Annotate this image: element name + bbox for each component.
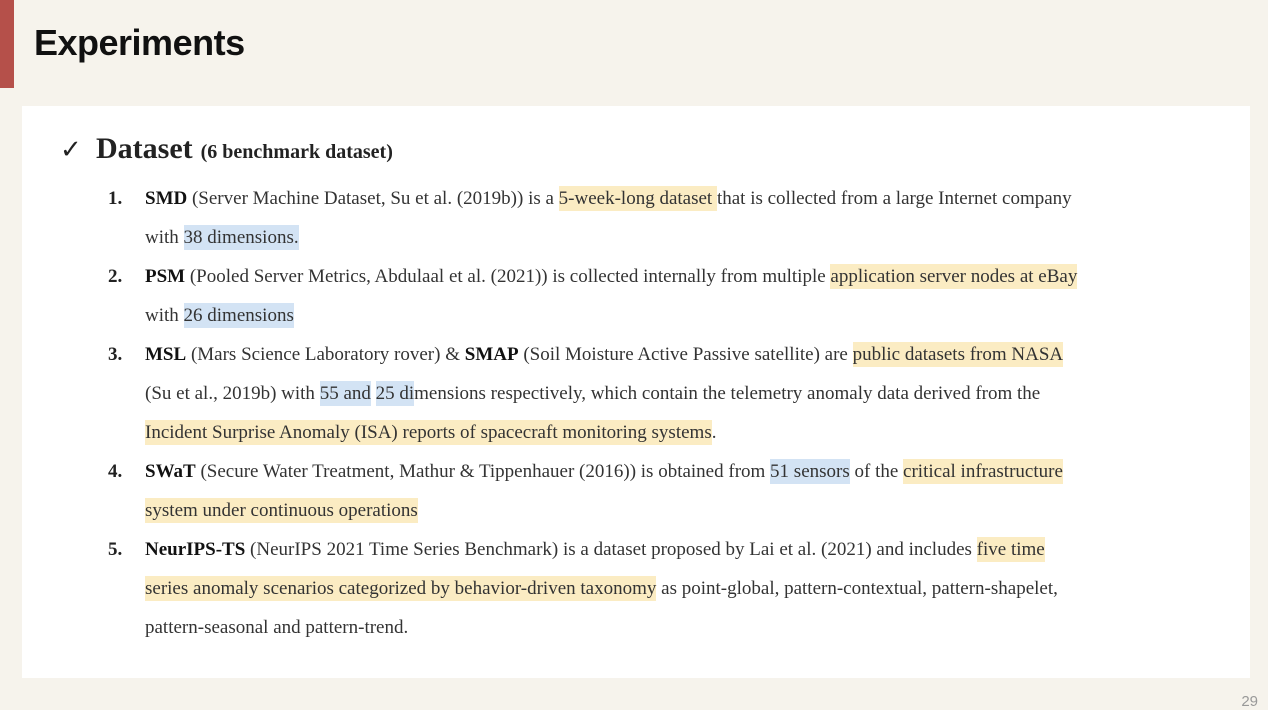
text-segment: of the [849, 461, 904, 482]
list-item-line [145, 382, 1040, 406]
text-segment: pattern-seasonal and pattern-trend. [145, 617, 409, 638]
list-item-line [145, 304, 294, 328]
dataset-name: PSM [145, 266, 186, 287]
text-segment [371, 383, 376, 404]
list-item-line [145, 460, 1063, 484]
section-heading [60, 132, 393, 166]
dataset-name: MSL [145, 344, 187, 365]
highlighted-text: 25 di [375, 383, 415, 404]
text-segment: with [145, 305, 184, 326]
list-item-line [145, 226, 299, 250]
text-segment: (Pooled Server Metrics, Abdulaal et al. (2021)) is collected internally from multiple [185, 266, 831, 287]
list-item-line [145, 421, 716, 445]
section-heading-subtitle: (6 benchmark dataset) [200, 141, 393, 163]
highlighted-text: series anomaly scenarios categorized by behavior-driven taxonomy [145, 578, 657, 599]
text-segment: (Mars Science Laboratory rover) & [186, 344, 465, 365]
text-segment: (Secure Water Treatment, Mathur & Tippenhauer (2016)) is obtained from [195, 461, 771, 482]
list-item-line [145, 187, 1072, 211]
highlighted-text: public datasets from NASA [852, 344, 1064, 365]
text-segment: that is collected from a large Internet company [716, 188, 1072, 209]
highlighted-text: 26 dimensions [183, 305, 294, 326]
text-segment: with [145, 227, 184, 248]
highlighted-text: 55 and [319, 383, 371, 404]
list-item-number: 5. [108, 539, 123, 560]
highlighted-text: system under continuous operations [145, 500, 418, 521]
list-item-number: 1. [108, 188, 123, 209]
highlighted-text: Incident Surprise Anomaly (ISA) reports of spacecraft monitoring systems [145, 422, 712, 443]
title-accent-bar [0, 0, 14, 88]
text-segment: (Su et al., 2019b) with [145, 383, 320, 404]
section-heading-title: Dataset [96, 132, 193, 165]
text-segment: (NeurIPS 2021 Time Series Benchmark) is a dataset proposed by Lai et al. (2021) and includes [245, 539, 977, 560]
text-segment: mensions respectively, which contain the telemetry anomaly data derived from the [414, 383, 1041, 404]
highlighted-text: 51 sensors [770, 461, 850, 482]
list-item-number: 2. [108, 266, 123, 287]
list-item-line [145, 343, 1063, 367]
page-number: 29 [1241, 693, 1258, 710]
list-item-line [145, 265, 1077, 289]
dataset-name: NeurIPS-TS [145, 539, 246, 560]
list-item-line [145, 538, 1045, 562]
slide-title: Experiments [34, 22, 245, 63]
highlighted-text: five time [976, 539, 1045, 560]
highlighted-text: 5-week-long dataset [558, 188, 717, 209]
list-item-number: 3. [108, 344, 123, 365]
text-segment: as point-global, pattern-contextual, pattern-shapelet, [656, 578, 1058, 599]
list-item-line [145, 577, 1058, 601]
text-segment: (Soil Moisture Active Passive satellite) are [518, 344, 853, 365]
dataset-name: SMD [145, 188, 188, 209]
text-segment: (Server Machine Dataset, Su et al. (2019b)) is a [187, 188, 559, 209]
check-icon: ✓ [60, 135, 82, 165]
list-item-line [145, 616, 408, 640]
dataset-name: SMAP [464, 344, 519, 365]
dataset-name: SWaT [145, 461, 196, 482]
highlighted-text: 38 dimensions. [183, 227, 299, 248]
list-item-line [145, 499, 418, 523]
highlighted-text: application server nodes at eBay [830, 266, 1078, 287]
list-item-number: 4. [108, 461, 123, 482]
text-segment: . [711, 422, 717, 443]
highlighted-text: critical infrastructure [903, 461, 1063, 482]
